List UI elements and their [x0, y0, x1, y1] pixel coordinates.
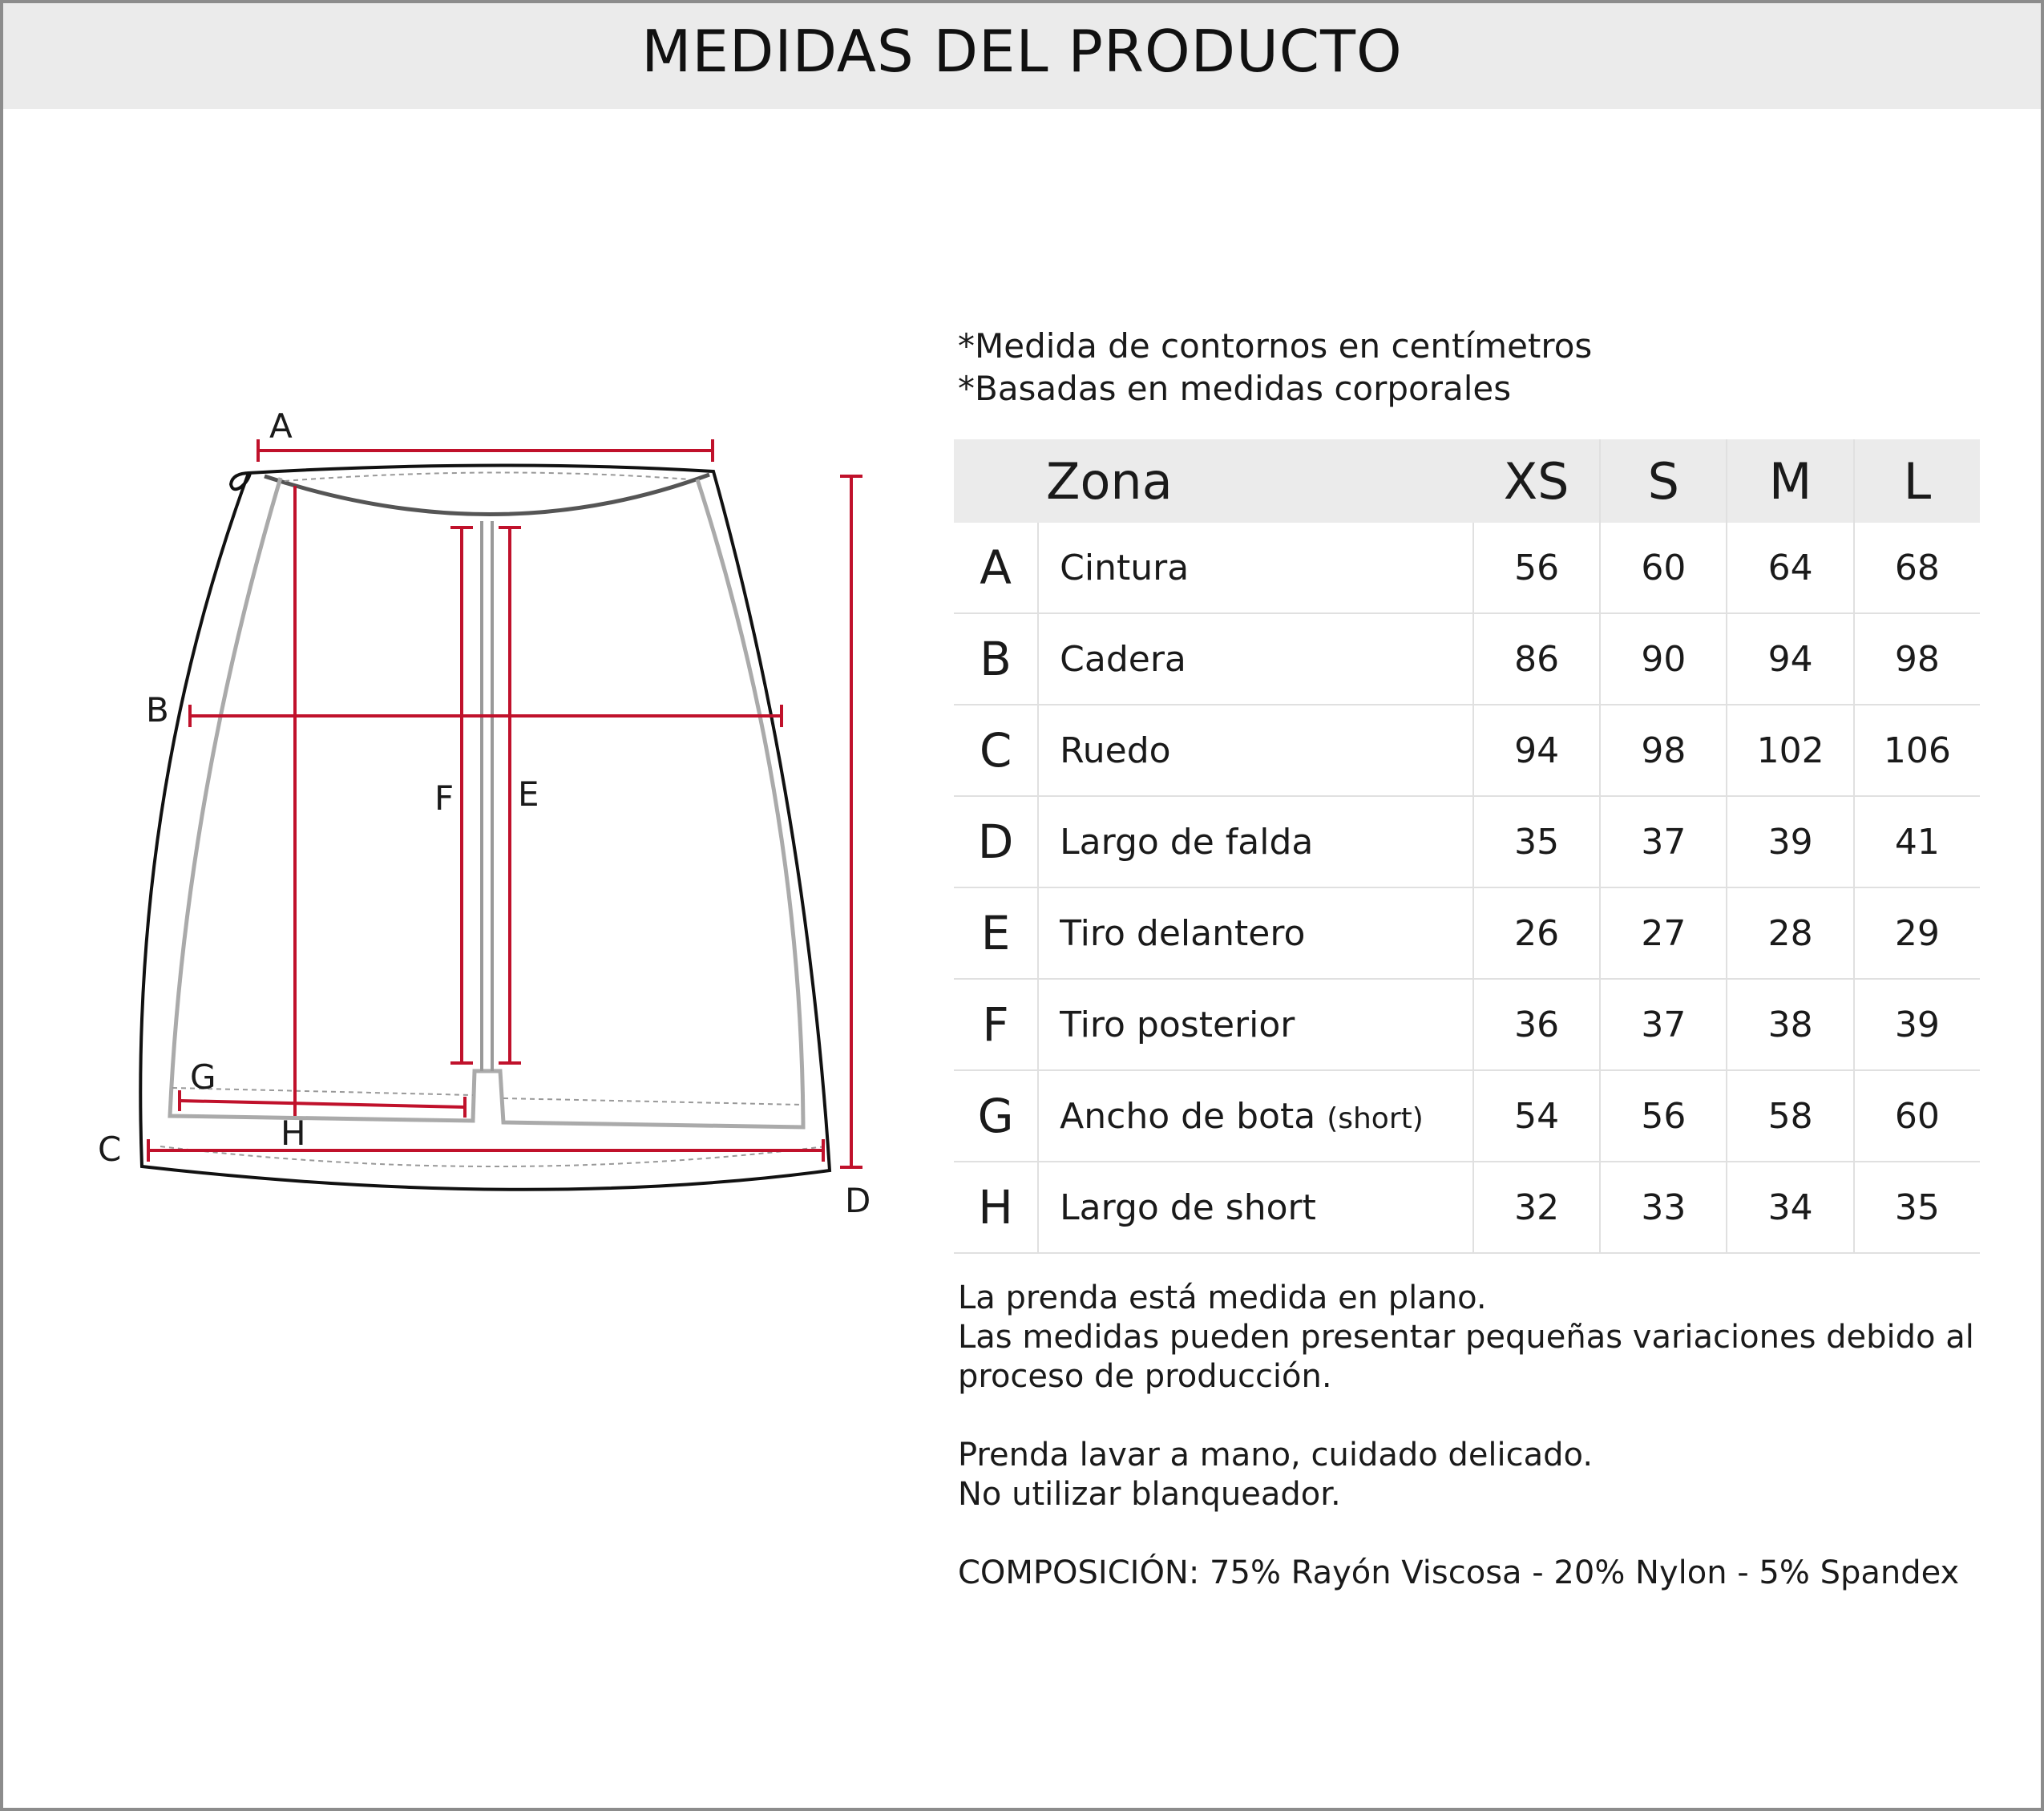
zone-name-suffix: (short) [1327, 1102, 1424, 1135]
zone-name [1038, 979, 1473, 1070]
size-value: 94 [1727, 613, 1853, 705]
zone-letter: H [954, 1162, 1038, 1253]
note-line: *Medida de contornos en centímetros [958, 326, 1593, 366]
size-value: 98 [1600, 705, 1727, 796]
label-h: H [281, 1114, 306, 1153]
measure-g-line [180, 1101, 465, 1107]
footer-line: Las medidas pueden presentar pequeñas variaciones debido al [958, 1319, 1974, 1356]
footer-line [958, 1397, 1974, 1436]
size-value: 64 [1727, 523, 1853, 613]
short-dotted-left [172, 1088, 473, 1095]
label-d: D [845, 1181, 871, 1220]
zone-letter: B [954, 613, 1038, 705]
size-value: 56 [1473, 523, 1600, 613]
zone-letter: E [954, 887, 1038, 979]
size-value: 28 [1727, 887, 1853, 979]
size-value: 94 [1473, 705, 1600, 796]
size-value: 102 [1727, 705, 1853, 796]
table-header-row [954, 439, 1980, 523]
footer-line: proceso de producción. [958, 1358, 1332, 1395]
size-value: 32 [1473, 1162, 1600, 1253]
zone-name-text: Largo de falda [1060, 821, 1314, 863]
size-value: 36 [1473, 979, 1600, 1070]
size-value: 35 [1854, 1162, 1980, 1253]
zone-name-text: Tiro posterior [1060, 1004, 1295, 1045]
footer-line: Prenda lavar a mano, cuidado delicado. [958, 1437, 1594, 1473]
zone-letter: D [954, 796, 1038, 887]
table-row [954, 796, 1980, 887]
zone-letter: G [954, 1070, 1038, 1162]
footer-line: La prenda está medida en plano. [958, 1279, 1487, 1316]
size-value: 38 [1727, 979, 1853, 1070]
size-value: 39 [1727, 796, 1853, 887]
zone-name [1038, 1070, 1473, 1162]
notes [958, 325, 1592, 410]
zone-name-text: Largo de short [1060, 1186, 1316, 1228]
size-value: 54 [1473, 1070, 1600, 1162]
zone-name [1038, 705, 1473, 796]
table-row [954, 887, 1980, 979]
page-title: MEDIDAS DEL PRODUCTO [641, 18, 1403, 85]
label-c: C [98, 1130, 122, 1169]
table-row [954, 523, 1980, 613]
footer-line [958, 1514, 1974, 1554]
short-dotted-right [503, 1098, 802, 1105]
zone-name-text: Cintura [1060, 547, 1190, 588]
skirt-diagram [80, 385, 914, 1235]
table-row [954, 1162, 1980, 1253]
size-value: 35 [1473, 796, 1600, 887]
size-value: 56 [1600, 1070, 1727, 1162]
zone-name-text: Cadera [1060, 638, 1186, 680]
label-a: A [269, 406, 293, 446]
zona-header: Zona [1046, 451, 1173, 511]
label-b: B [146, 690, 169, 730]
label-g: G [190, 1057, 216, 1097]
table-row [954, 1070, 1980, 1162]
size-value: 33 [1600, 1162, 1727, 1253]
size-value: 90 [1600, 613, 1727, 705]
table-row [954, 979, 1980, 1070]
zone-name [1038, 613, 1473, 705]
size-value: 58 [1727, 1070, 1853, 1162]
size-value: 29 [1854, 887, 1980, 979]
label-e: E [518, 774, 539, 814]
zone-name-text: Ancho de bota [1060, 1095, 1316, 1137]
size-value: 98 [1854, 613, 1980, 705]
waistband-curve [265, 475, 709, 515]
size-value: 26 [1473, 887, 1600, 979]
note-line: *Basadas en medidas corporales [958, 369, 1512, 408]
size-header: M [1727, 439, 1853, 523]
size-value: 86 [1473, 613, 1600, 705]
zone-name [1038, 796, 1473, 887]
size-header: XS [1473, 439, 1600, 523]
size-table [954, 439, 1980, 1254]
size-value: 34 [1727, 1162, 1853, 1253]
size-value: 41 [1854, 796, 1980, 887]
zone-name-text: Ruedo [1060, 730, 1171, 771]
size-header: S [1600, 439, 1727, 523]
table-row [954, 705, 1980, 796]
short-inner-outline [170, 478, 803, 1127]
zone-name-text: Tiro delantero [1060, 912, 1306, 954]
footer-line: No utilizar blanqueador. [958, 1476, 1341, 1513]
size-value: 106 [1854, 705, 1980, 796]
size-value: 37 [1600, 979, 1727, 1070]
waistband-dotted [285, 472, 689, 481]
label-f: F [434, 778, 454, 818]
zone-name [1038, 887, 1473, 979]
zone-letter: A [954, 523, 1038, 613]
zone-name [1038, 1162, 1473, 1253]
size-value: 60 [1854, 1070, 1980, 1162]
size-value: 37 [1600, 796, 1727, 887]
zone-name [1038, 523, 1473, 613]
composition-line: COMPOSICIÓN: 75% Rayón Viscosa - 20% Nylon - 5% Spandex [958, 1554, 1960, 1591]
size-value: 39 [1854, 979, 1980, 1070]
size-value: 68 [1854, 523, 1980, 613]
size-value: 27 [1600, 887, 1727, 979]
care-info [958, 1279, 1974, 1593]
size-header: L [1903, 451, 1932, 511]
size-value: 60 [1600, 523, 1727, 613]
zone-letter: F [954, 979, 1038, 1070]
header-bar [3, 3, 2041, 109]
table-row [954, 613, 1980, 705]
zone-letter: C [954, 705, 1038, 796]
